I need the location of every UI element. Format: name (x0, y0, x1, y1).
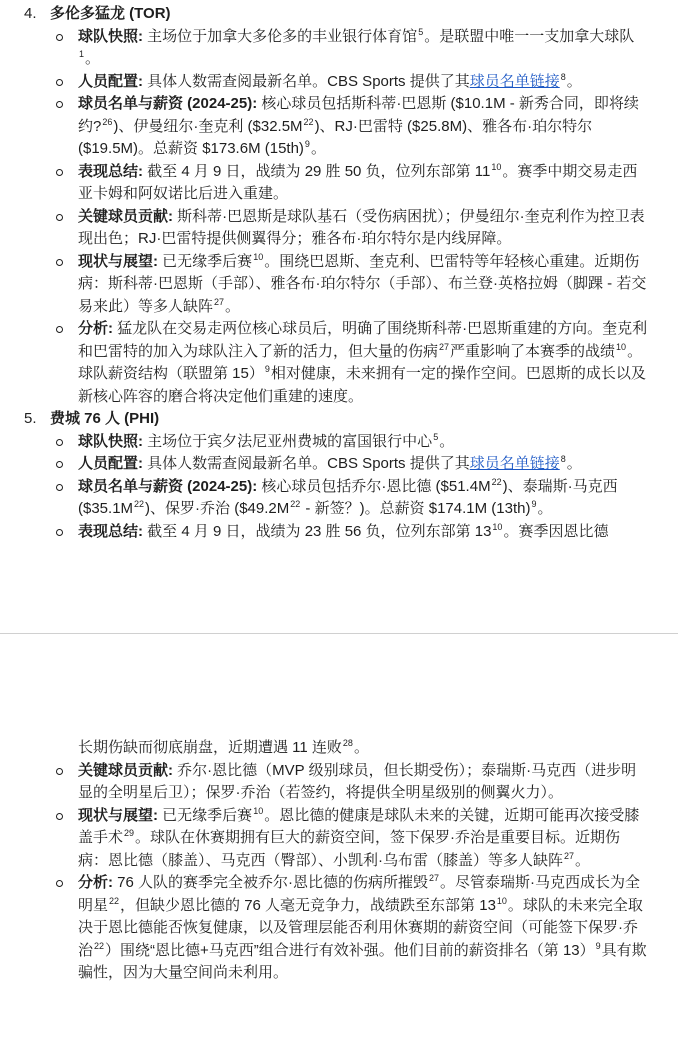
body-text: 。赛季因恩比德 (503, 522, 609, 540)
hollow-bullet-icon (56, 529, 63, 536)
hollow-bullet-icon (56, 439, 63, 446)
body-text: 76 人队的赛季完全被乔尔·恩比德的伤病所摧毁 (117, 874, 429, 891)
body-text: 核心球员包括斯科蒂·巴恩斯 ($10.1M - 新秀合同，即将续约? (78, 95, 639, 135)
list-number: 5. (24, 410, 37, 427)
body-text: 具体人数需查阅最新名单。CBS Sports 提供了其 (147, 455, 470, 472)
body-text: 。球队薪资结构（联盟第 15） (78, 342, 643, 382)
body-text: 截至 4 月 9 日，战绩为 29 胜 50 负，位列东部第 11 (147, 162, 491, 180)
list-item (78, 161, 648, 206)
citation-ref: 22 (94, 940, 105, 951)
body-text: 已无缘季后赛 (162, 806, 253, 824)
hollow-bullet-icon (56, 214, 63, 221)
citation-ref: 22 (109, 895, 120, 906)
body-text: 严重影响了本赛季的战绩 (450, 342, 616, 360)
continued-paragraph (0, 737, 678, 760)
body-text: 。 (566, 455, 582, 472)
citation-ref: 9 (304, 139, 310, 149)
team-section-philadelphia-continued (0, 760, 678, 985)
citation-ref: 22 (290, 499, 301, 509)
citation-ref: 26 (102, 116, 113, 127)
item-label: 分析: (78, 320, 118, 337)
list-item (78, 805, 648, 873)
team-detail-list (50, 760, 648, 985)
team-heading (24, 3, 648, 26)
citation-ref: 10 (616, 341, 627, 352)
citation-ref: 5 (433, 431, 439, 442)
citation-ref: 29 (124, 828, 135, 838)
team-section-toronto (0, 3, 678, 408)
body-text: 主场位于加拿大多伦多的丰业银行体育馆 (147, 27, 418, 45)
body-text: 。 (439, 432, 455, 450)
citation-ref: 10 (491, 161, 502, 172)
item-label: 现状与展望: (78, 806, 163, 824)
document-page-2 (0, 640, 678, 1039)
hollow-bullet-icon (56, 768, 63, 775)
team-detail-list (50, 431, 648, 544)
item-label: 现状与展望: (78, 252, 163, 270)
list-item (78, 26, 648, 71)
citation-ref: 22 (491, 476, 502, 487)
item-label: 关键球员贡献: (78, 207, 178, 225)
list-item (78, 431, 648, 454)
team-detail-list (50, 26, 648, 409)
list-item (78, 521, 648, 544)
body-text: 主场位于宾夕法尼亚州费城的富国银行中心 (147, 432, 433, 450)
citation-ref: 10 (492, 521, 503, 532)
team-name: 多伦多猛龙 (TOR) (50, 5, 171, 22)
team-name: 费城 76 人 (PHI) (50, 410, 160, 427)
citation-ref: 10 (253, 805, 264, 816)
body-text: 。是联盟中唯一一支加拿大球队 (424, 27, 635, 45)
citation-ref: 22 (303, 116, 314, 127)
roster-link[interactable]: 球员名单链接 (469, 455, 560, 472)
citation-ref: 27 (564, 850, 575, 861)
hollow-bullet-icon (56, 34, 63, 41)
item-label: 人员配置: (78, 72, 148, 90)
citation-ref: 27 (214, 296, 225, 307)
body-text: 。 (353, 739, 369, 756)
body-text: 。尽管泰瑞斯·马克西成长为全明星 (78, 874, 641, 914)
citation-ref: 27 (439, 341, 450, 352)
body-text: 。 (575, 851, 591, 869)
body-text: 。恩比德的健康是球队未来的关键，近期可能再次接受膝盖手术 (78, 806, 640, 846)
body-text: 。 (225, 297, 241, 315)
list-item (78, 71, 648, 94)
body-text: 。球队在休赛期拥有巨大的薪资空间，签下保罗·乔治是重要目标。近期伤病：恩比德（膝盖）、马克西（臀部）、小凯利·乌布雷（膝盖）等多人缺阵 (78, 829, 621, 869)
item-label: 球队快照: (78, 432, 148, 450)
body-text: )、保罗·乔治 ($49.2M (145, 500, 290, 517)
hollow-bullet-icon (56, 484, 63, 491)
list-number: 4. (24, 5, 37, 22)
hollow-bullet-icon (56, 101, 63, 108)
body-text: 具有欺骗性，因为大量空间尚未利用。 (78, 941, 647, 981)
team-section-philadelphia (0, 408, 678, 543)
body-text: 。围绕巴恩斯、奎克利、巴雷特等年轻核心重建。近期伤病：斯科蒂·巴恩斯（手部）、雅各布·珀尔特尔（手部）、布兰登·英格拉姆（脚踝 - 若交易来此）等多人缺阵 (78, 252, 647, 315)
item-label: 球队快照: (78, 27, 148, 45)
body-text: 核心球员包括乔尔·恩比德 ($51.4M (261, 477, 491, 495)
hollow-bullet-icon (56, 169, 63, 176)
citation-ref: 1 (79, 49, 85, 59)
body-text: 相对健康，未来拥有一定的操作空间。巴恩斯的成长以及新核心阵容的磨合将决定他们重建的速度。 (78, 365, 646, 405)
citation-ref: 10 (253, 251, 264, 262)
body-text: 已无缘季后赛 (162, 252, 253, 270)
hollow-bullet-icon (56, 259, 63, 266)
body-text: 截至 4 月 9 日，战绩为 23 胜 56 负，位列东部第 13 (147, 522, 492, 540)
body-text: 具体人数需查阅最新名单。CBS Sports 提供了其 (147, 72, 470, 90)
roster-link[interactable]: 球员名单链接 (469, 72, 560, 90)
hollow-bullet-icon (56, 326, 63, 333)
body-text: 。 (537, 500, 553, 517)
team-heading (24, 408, 648, 431)
citation-ref: 10 (496, 895, 507, 906)
item-label: 表现总结: (78, 522, 148, 540)
body-text: 长期伤缺而彻底崩盘，近期遭遇 11 连败 (78, 739, 342, 756)
citation-ref: 22 (134, 499, 145, 509)
hollow-bullet-icon (56, 461, 63, 468)
list-item (78, 760, 648, 805)
list-item (78, 93, 648, 161)
body-text: - 新签？)。总薪资 $174.1M (13th) (301, 500, 531, 517)
citation-ref: 8 (560, 71, 566, 82)
list-item (78, 453, 648, 476)
body-text: )、泰瑞斯·马克西 ($35.1M (78, 477, 618, 517)
body-text: )、伊曼纽尔·奎克利 ($32.5M (113, 117, 303, 135)
list-item (78, 251, 648, 319)
body-text: 。 (85, 50, 101, 67)
body-text: 。 (310, 140, 326, 157)
body-text: 。 (566, 72, 582, 90)
item-label: 关键球员贡献: (78, 761, 178, 779)
list-item (78, 872, 648, 985)
item-label: 分析: (78, 874, 118, 891)
list-item (78, 476, 648, 521)
item-label: 球员名单与薪资 (2024-25): (78, 477, 262, 495)
citation-ref: 9 (595, 940, 601, 951)
list-item (78, 318, 648, 408)
body-text: 。球队的未来完全取决于恩比德能否恢复健康，以及管理层能否利用休赛期的薪资空间（可能签下保罗·乔治 (78, 896, 643, 959)
citation-ref: 9 (531, 499, 537, 509)
body-text: 乔尔·恩比德（MVP 级别球员，但长期受伤）；泰瑞斯·马克西（进步明显的全明星后卫）；保罗·乔治（若签约，将提供全明星级别的侧翼火力）。 (78, 761, 637, 801)
body-text: 斯科蒂·巴恩斯是球队基石（受伤病困扰）；伊曼纽尔·奎克利作为控卫表现出色；RJ·巴雷特提供侧翼得分；雅各布·珀尔特尔是内线屏障。 (78, 207, 645, 247)
citation-ref: 5 (418, 26, 424, 37)
body-text: ，但缺少恩比德的 76 人毫无竞争力，战绩跌至东部第 13 (120, 896, 496, 914)
item-label: 人员配置: (78, 455, 148, 472)
hollow-bullet-icon (56, 880, 63, 887)
hollow-bullet-icon (56, 79, 63, 86)
citation-ref: 28 (342, 738, 353, 748)
citation-ref: 9 (264, 364, 270, 374)
hollow-bullet-icon (56, 813, 63, 820)
item-label: 球员名单与薪资 (2024-25): (78, 95, 262, 112)
list-item (78, 206, 648, 251)
body-text: 。赛季中期交易走西亚卡姆和阿奴诺比后进入重建。 (78, 162, 638, 202)
citation-ref: 27 (429, 873, 440, 883)
body-text: )、RJ·巴雷特 ($25.8M)、雅各布·珀尔特尔 ($19.5M)。总薪资 $173.6M (15th) (78, 117, 593, 157)
body-text: 猛龙队在交易走两位核心球员后，明确了围绕斯科蒂·巴恩斯重建的方向。奎克利和巴雷特的加入为球队注入了新的活力，但大量的伤病 (78, 320, 648, 360)
citation-ref: 8 (560, 454, 566, 464)
item-label: 表现总结: (78, 162, 148, 180)
body-text: ）围绕“恩比德+马克西”组合进行有效补强。他们目前的薪资排名（第 13） (105, 941, 595, 959)
